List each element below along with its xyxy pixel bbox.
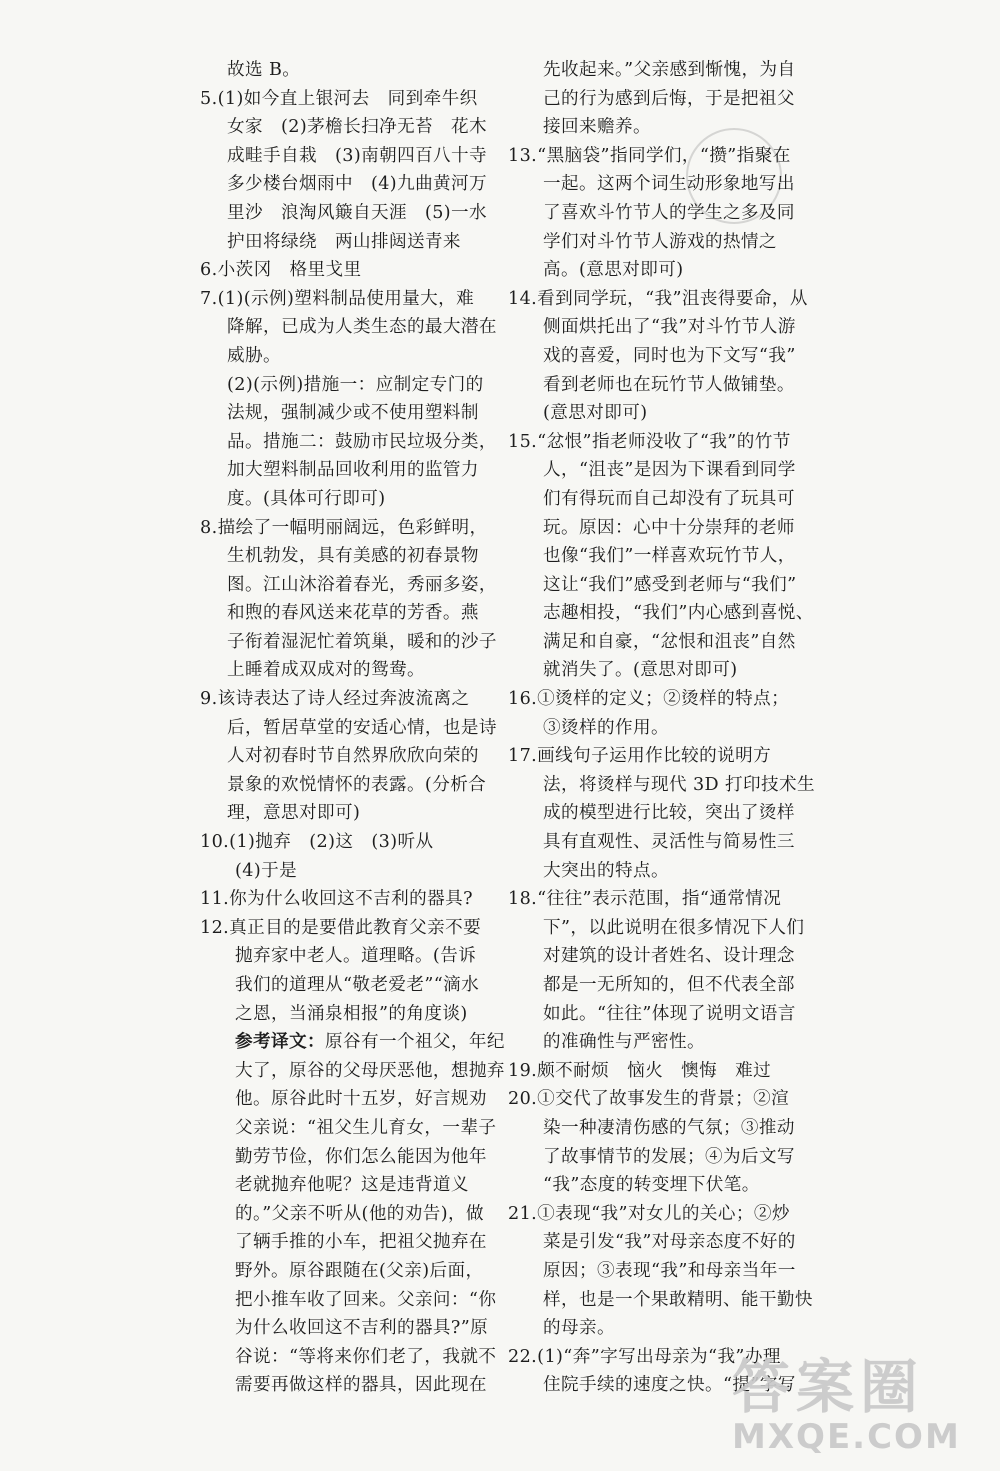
answer-line: 子衔着湿泥忙着筑巢，暖和的沙子 [227, 631, 497, 652]
answer-line: 抛弃家中老人。道理略。(告诉 [235, 946, 477, 967]
answer-line: 大了，原谷的父母厌恶他，想抛弃 [235, 1060, 505, 1081]
watermark-logo [732, 1353, 992, 1467]
answer-line: 看到老师也在玩竹节人做铺垫。 [543, 374, 795, 395]
answer-line: 之恩，当涌泉相报”的角度谈) [235, 1003, 468, 1024]
answer-line: 父亲说：“祖父生儿育女，一辈子 [235, 1117, 497, 1138]
answer-line: 度。(具体可行即可) [227, 488, 386, 509]
answer-line: 大突出的特点。 [543, 860, 669, 881]
answer-line: 样，也是一个果敢精明、能干勤快 [543, 1289, 813, 1310]
answer-line: 法规，强制减少或不使用塑料制 [227, 403, 479, 424]
answer-line: 人，“沮丧”是因为下课看到同学 [543, 460, 796, 481]
answer-line: 的。”父亲不听从(他的劝告)，做 [235, 1203, 485, 1224]
answer-line: 多少楼台烟雨中 (4)九曲黄河万 [227, 174, 488, 195]
answer-line: 威胁。 [227, 345, 281, 366]
answer-line: 6.小茨冈 格里戈里 [200, 260, 362, 281]
answer-line: 和煦的春风送来花草的芳香。燕 [227, 603, 479, 624]
answer-line: 谷说：“等将来你们老了，我就不 [235, 1346, 497, 1367]
answer-line: 10.(1)抛弃 (2)这 (3)听从 [200, 832, 434, 853]
answer-line: 染一种凄清伤感的气氛；③推动 [543, 1117, 795, 1138]
answer-line: 20.①交代了故事发生的背景；②渲 [508, 1089, 790, 1110]
answer-line: 理，意思对即可) [227, 803, 361, 824]
answer-line: ③烫样的作用。 [543, 717, 669, 738]
answer-line: 侧面烘托出了“我”对斗竹节人游 [543, 317, 796, 338]
answer-line: 18.“往往”表示范围，指“通常情况 [508, 889, 782, 910]
answer-line: 一起。这两个词生动形象地写出 [543, 174, 795, 195]
answer-line: 参考译文：原谷有一个祖父，年纪 [235, 1031, 505, 1053]
answer-line: 满足和自豪，“忿恨和沮丧”自然 [543, 631, 796, 652]
answer-line: 都是一无所知的，但不代表全部 [543, 975, 795, 995]
answer-line: 下”，以此说明在很多情况下人们 [543, 917, 805, 938]
answer-line: 15.“忿恨”指老师没收了“我”的竹节 [508, 431, 791, 452]
answer-line: 需要再做这样的器具，因此现在 [235, 1375, 487, 1396]
answer-line: 21.①表现“我”对女儿的关心；②炒 [508, 1203, 790, 1224]
answer-line: 上睡着成双成对的鸳鸯。 [227, 660, 425, 681]
answer-line: 他。原谷此时十五岁，好言规劝 [235, 1089, 487, 1110]
answer-line: 12.真正目的是要借此教育父亲不要 [200, 917, 482, 938]
answer-line: 如此。“往往”体现了说明文语言 [543, 1003, 796, 1024]
answer-line: 9.该诗表达了诗人经过奔波流离之 [200, 689, 470, 710]
answer-line: 法，将烫样与现代 3D 打印技术生 [543, 774, 816, 795]
answer-line: 我们的道理从“敬老爱老”“滴水 [235, 975, 480, 995]
watermark-url: MXQE.COM [732, 1417, 961, 1457]
answer-line: (意思对即可) [543, 403, 648, 424]
answer-line: 的准确性与严密性。 [543, 1032, 705, 1053]
answer-line: 了辆手推的小车，把祖父抛弃在 [235, 1232, 487, 1253]
answer-line: 学们对斗竹节人游戏的热情之 [543, 231, 777, 252]
answer-line: 了喜欢斗竹节人的学生之多及同 [543, 202, 795, 223]
answer-line: 接回来赡养。 [543, 117, 651, 138]
answer-line: 降解，已成为人类生态的最大潜在 [227, 317, 497, 338]
answer-line: 16.①烫样的定义；②烫样的特点； [508, 689, 790, 710]
answer-line: 住院手续的速度之快。“提”字写 [543, 1375, 796, 1396]
answer-line: 17.画线句子运用作比较的说明方 [508, 746, 772, 767]
answer-line: 就消失了。(意思对即可) [543, 660, 738, 681]
answer-line: 勤劳节俭，你们怎么能因为他年 [235, 1146, 487, 1167]
answer-line: 老就抛弃他呢？这是违背道义 [235, 1175, 469, 1196]
answer-line: 具有直观性、灵活性与简易性三 [543, 832, 795, 853]
answer-line: 的母亲。 [543, 1318, 615, 1339]
answer-line: 19.颇不耐烦 恼火 懊悔 难过 [508, 1060, 772, 1081]
answer-line: 人对初春时节自然界欣欣向荣的 [227, 746, 479, 767]
answer-line: 们有得玩而自己却没有了玩具可 [543, 488, 795, 509]
answer-line: 高。(意思对即可) [543, 260, 684, 281]
answer-line: 志趣相投，“我们”内心感到喜悦、 [543, 603, 814, 624]
answer-line: 5.(1)如今直上银河去 同到牵牛织 [200, 88, 478, 109]
answer-line: 也像“我们”一样喜欢玩竹节人， [543, 546, 796, 567]
answer-line: 故选 B。 [227, 60, 301, 80]
left-column [200, 56, 505, 1400]
answer-line: 11.你为什么收回这不吉利的器具? [200, 889, 473, 910]
answer-line: 这让“我们”感受到老师与“我们” [543, 574, 797, 595]
right-column [508, 56, 816, 1400]
answer-line: 景象的欢悦情怀的表露。(分析合 [227, 774, 487, 795]
answer-line: 13.“黑脑袋”指同学们，“攒”指聚在 [508, 145, 791, 166]
answer-line: 成畦手自栽 (3)南朝四百八十寺 [227, 145, 488, 166]
answer-line: 8.描绘了一幅明丽阔远，色彩鲜明， [200, 517, 488, 538]
answer-line: 女家 (2)茅檐长扫净无苔 花木 [227, 117, 488, 138]
answer-line: 菜是引发“我”对母亲态度不好的 [543, 1232, 796, 1253]
answer-line: 品。措施二：鼓励市民垃圾分类， [227, 431, 497, 452]
answer-line: 加大塑料制品回收利用的监管力 [227, 460, 479, 481]
answer-line: 了故事情节的发展；④为后文写 [543, 1146, 795, 1167]
watermark-title: 答案圈 [732, 1353, 925, 1421]
answer-line: 玩。原因：心中十分崇拜的老师 [543, 517, 795, 538]
answer-line: 里沙 浪淘风簸自天涯 (5)一水 [227, 202, 488, 223]
answer-line: 7.(1)(示例)塑料制品使用量大，难 [200, 288, 475, 309]
answer-line: 22.(1)“奔”字写出母亲为“我”办理 [508, 1346, 781, 1367]
answer-line: 戏的喜爱，同时也为下文写“我” [543, 345, 796, 366]
answer-line: 为什么收回这不吉利的器具?”原 [235, 1318, 489, 1339]
answer-line: 己的行为感到后悔，于是把祖父 [543, 88, 795, 109]
answer-line: “我”态度的转变埋下伏笔。 [543, 1175, 760, 1196]
answer-line: 图。江山沐浴着春光，秀丽多姿， [227, 574, 497, 595]
answer-line: 把小推车收了回来。父亲问：“你 [235, 1289, 497, 1310]
answer-line: 对建筑的设计者姓名、设计理念 [543, 946, 795, 967]
answer-line: 先收起来。”父亲感到惭愧，为自 [543, 60, 796, 80]
answer-line: (4)于是 [235, 860, 298, 881]
answer-line: 护田将绿绕 两山排闼送青来 [227, 231, 461, 252]
answer-line: 后，暂居草堂的安适心情，也是诗 [227, 717, 497, 738]
answer-line: 原因；③表现“我”和母亲当年一 [543, 1260, 796, 1281]
answer-line: 成的模型进行比较，突出了烫样 [543, 803, 795, 824]
answer-line: 生机勃发，具有美感的初春景物 [227, 546, 479, 567]
answer-line: 野外。原谷跟随在(父亲)后面， [235, 1260, 484, 1281]
answer-line: (2)(示例)措施一：应制定专门的 [227, 374, 484, 395]
answer-line: 14.看到同学玩，“我”沮丧得要命，从 [508, 288, 808, 309]
